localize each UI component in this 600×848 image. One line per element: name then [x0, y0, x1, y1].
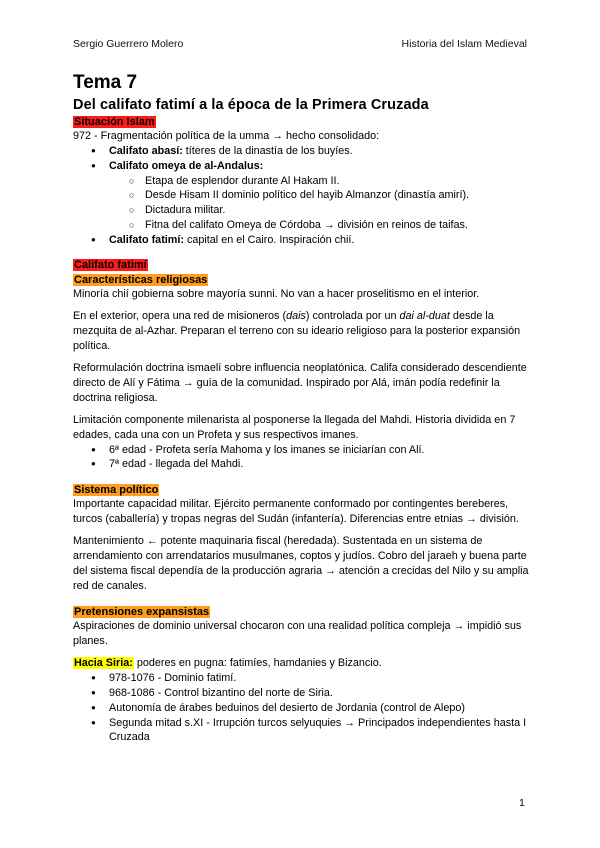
- situacion-intro: 972 - Fragmentación política de la umma → hecho consolidado:: [73, 130, 380, 142]
- paragraph: Mantenimiento ← potente maquinaria fiscal (heredada). Sustentada en un sistema de arrendamiento con arrendatarios musulmanes, coptos y judíos. Cobro del jaraeh y buena parte del sistema fiscal dependía de la producción agraria → atención a crecidas del Nilo y su amplia red de canales.: [73, 535, 529, 593]
- list-item: ● 978-1076 - Dominio fatimí.: [73, 671, 533, 686]
- paragraph: Minoría chií gobierna sobre mayoría sunni. No van a hacer proselitismo en el interior.: [73, 287, 480, 300]
- list-item: ● 968-1086 - Control bizantino del norte de Siria.: [73, 686, 533, 701]
- subheading-religiosas: Características religiosas: [74, 273, 208, 286]
- list-item: ○ Etapa de esplendor durante Al Hakam II.: [73, 174, 533, 189]
- section-heading-situacion: Situación Islam: [74, 116, 155, 128]
- siria-line: Hacia Siria: poderes en pugna: fatimíes, hamdanies y Bizancio.: [74, 657, 382, 670]
- header-author: Sergio Guerrero Molero: [73, 38, 184, 50]
- page-subtitle: Del califato fatimí a la época de la Primera Cruzada: [73, 97, 429, 113]
- page-title: Tema 7: [73, 72, 138, 93]
- header-subject: Historia del Islam Medieval: [401, 38, 527, 50]
- paragraph: En el exterior, opera una red de misioneros (dais) controlada por un dai al-duat desde la mezquita de al-Azhar. Preparan el terreno con su ideario religioso para la posterior expansión política.: [73, 309, 521, 352]
- paragraph: Aspiraciones de dominio universal chocaron con una realidad política compleja → impidió sus planes.: [73, 620, 522, 648]
- document-body: [73, 72, 533, 745]
- paragraph: Reformulación doctrina ismaelí sobre influencia neoplatónica. Califa considerado descendiente directo de Alí y Fátima → guía de la comunidad. Inspirado por Alá, imán podía redefinir la doctrina religiosa.: [73, 361, 527, 404]
- paragraph: Limitación componente milenarista al posponerse la llegada del Mahdi. Historia dividida en 7 edades, cada una con un Profeta y sus respectivos imanes.: [73, 413, 516, 441]
- list-item: ● Califato omeya de al-Andalus:: [73, 159, 533, 174]
- page-number: 1: [519, 797, 525, 809]
- califatos-list: [73, 144, 533, 248]
- list-item: ○ Dictadura militar.: [73, 203, 533, 218]
- list-item: ● Califato fatimí: capital en el Cairo. Inspiración chií.: [73, 233, 533, 248]
- list-item: ● Califato abasí: títeres de la dinastía de los buyíes.: [73, 144, 533, 159]
- list-item: ○ Desde Hisam II dominio político del hayib Almanzor (dinastía amirí).: [73, 188, 533, 203]
- section-heading-califato: Califato fatimí: [74, 258, 147, 271]
- subheading-pretensiones: Pretensiones expansistas: [74, 606, 210, 619]
- list-item: ● 7ª edad - llegada del Mahdi.: [73, 457, 533, 472]
- siria-list: [73, 671, 533, 745]
- list-item: ○ Fitna del califato Omeya de Córdoba → división en reinos de taifas.: [73, 218, 533, 233]
- subheading-sistema-politico: Sistema político: [74, 484, 159, 497]
- list-item: ● Segunda mitad s.XI - Irrupción turcos selyuquies → Principados independientes hasta I Cruzada: [73, 716, 533, 746]
- edades-list: [73, 443, 533, 473]
- list-item: ● 6ª edad - Profeta sería Mahoma y los imanes se iniciarían con Alí.: [73, 443, 533, 458]
- paragraph: Importante capacidad militar. Ejército permanente conformado por contingentes bereberes, turcos (caballería) y tropas negras del Sudán (infantería). Diferencias entre etnias → división.: [73, 498, 519, 526]
- list-item: ● Autonomía de árabes beduinos del desierto de Jordania (control de Alepo): [73, 701, 533, 716]
